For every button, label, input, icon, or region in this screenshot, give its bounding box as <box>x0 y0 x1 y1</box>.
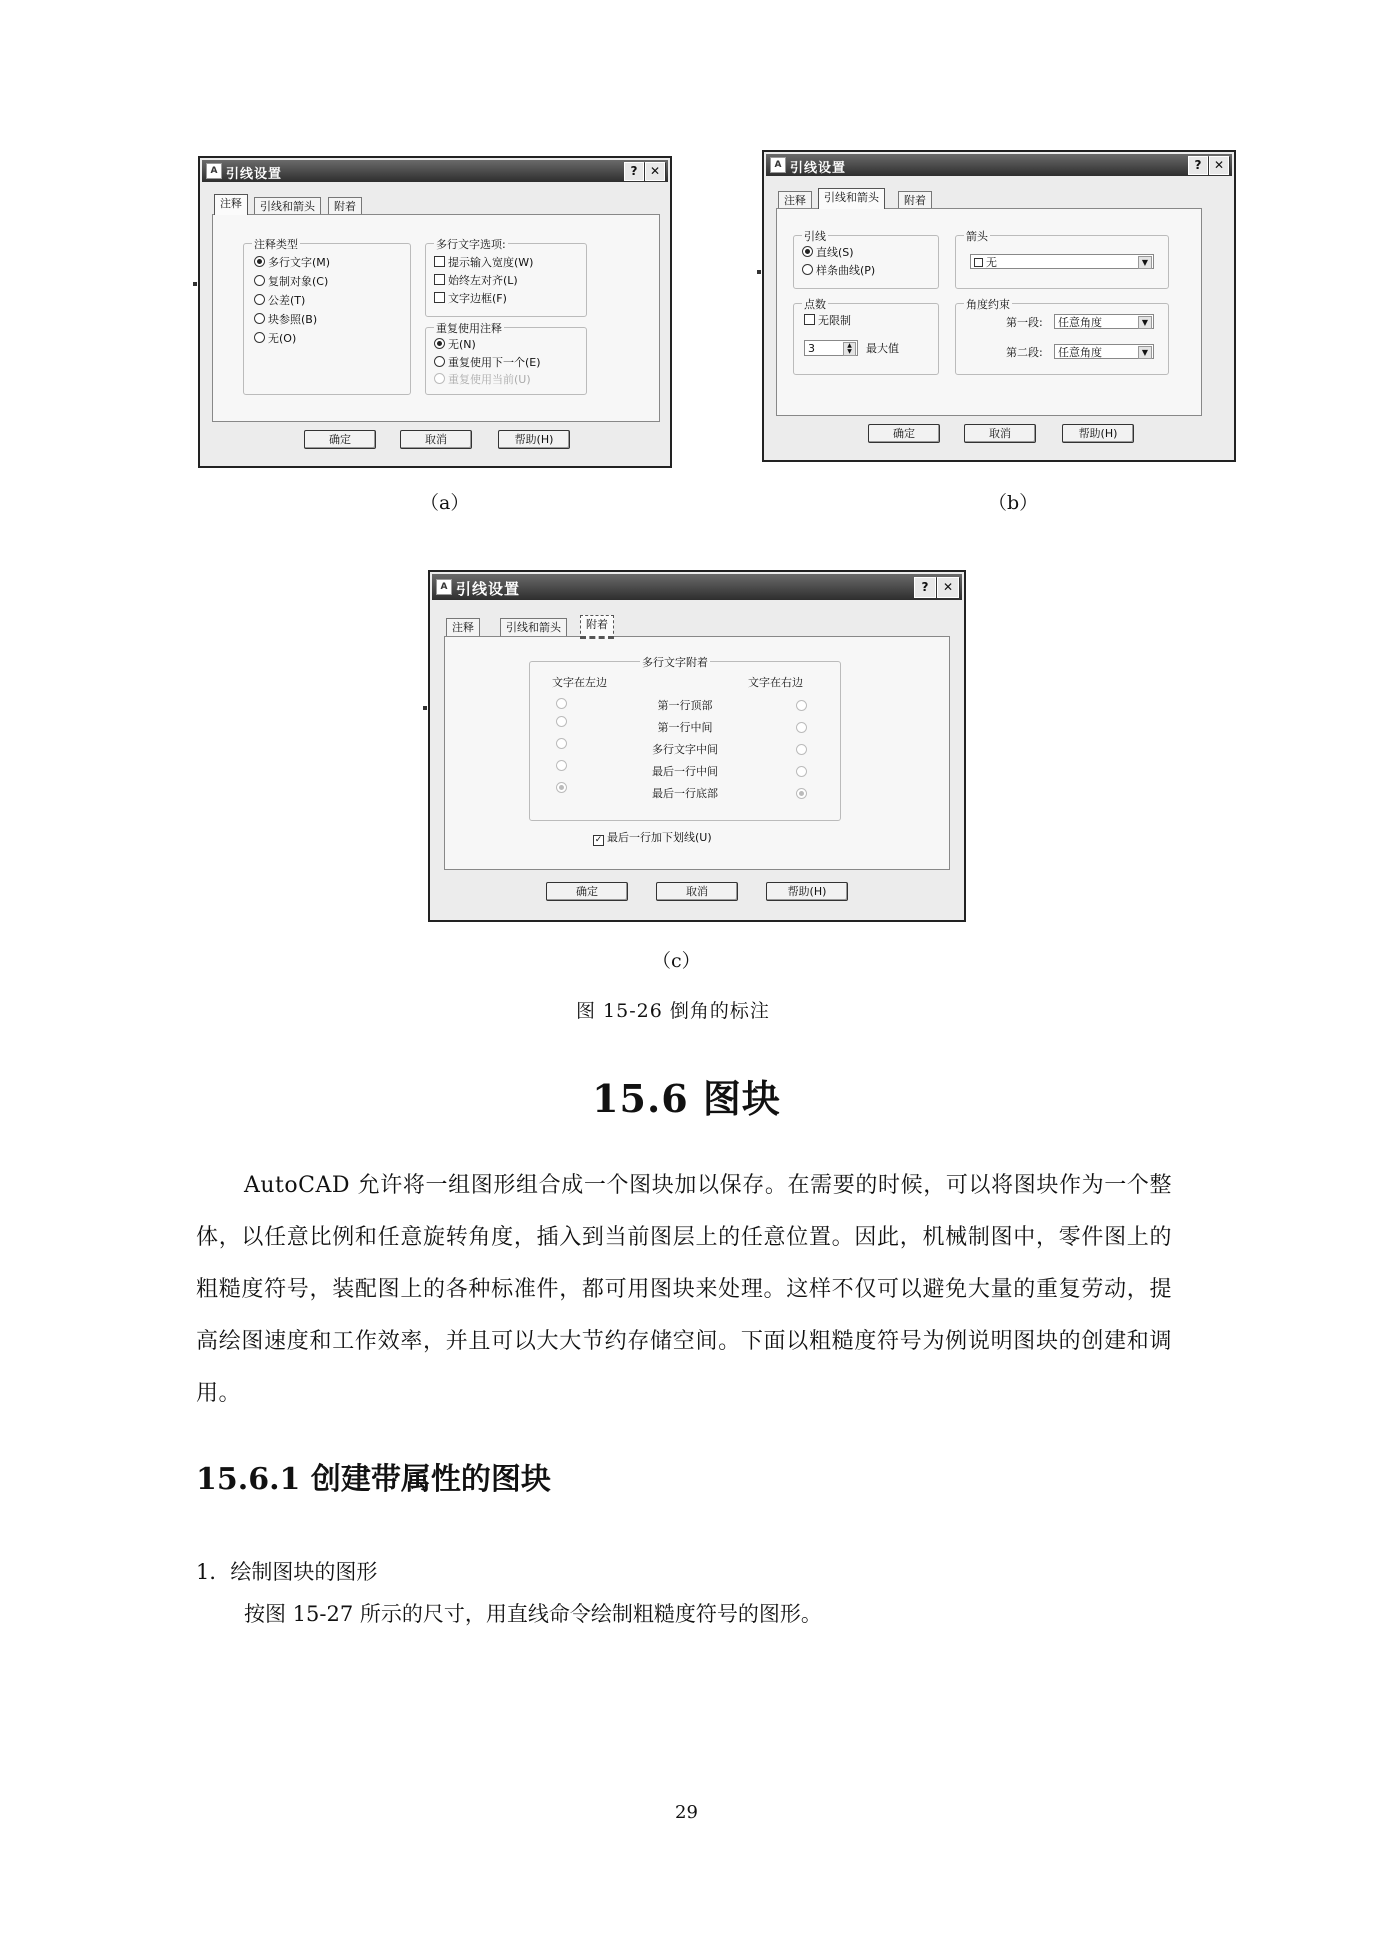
radio-right-row3[interactable] <box>796 744 810 758</box>
right-header: 文字在右边 <box>748 676 803 689</box>
ok-button[interactable]: 确定 <box>304 430 376 449</box>
check-always-left[interactable]: 始终左对齐(L) <box>434 274 518 288</box>
cancel-button[interactable]: 取消 <box>656 882 738 901</box>
row-label-1: 第一行顶部 <box>657 699 713 712</box>
reuse-group <box>425 322 587 395</box>
help-button[interactable]: 帮助(H) <box>766 882 848 901</box>
second-seg-select[interactable]: 任意角度 ▼ <box>1054 344 1154 359</box>
spin-arrows-icon[interactable]: ▲ ▼ <box>843 342 856 356</box>
second-seg-label: 第二段: <box>1006 346 1043 359</box>
radio-left-row5[interactable] <box>556 782 570 796</box>
ok-button[interactable]: 确定 <box>868 424 940 443</box>
angle-title: 角度约束 <box>966 298 1010 311</box>
leader-group <box>793 230 939 289</box>
radio-mtext[interactable]: 多行文字(M) <box>254 256 330 270</box>
radio-left-row3[interactable] <box>556 738 570 752</box>
row-label-5: 最后一行底部 <box>652 787 718 800</box>
checkbox-icon <box>434 256 445 267</box>
check-text-frame[interactable]: 文字边框(F) <box>434 292 507 306</box>
radio-copy-object[interactable]: 复制对象(C) <box>254 275 328 289</box>
radio-reuse-none[interactable]: 无(N) <box>434 338 476 352</box>
tab-attach[interactable]: 附着 <box>580 615 614 639</box>
radio-block-ref[interactable]: 块参照(B) <box>254 313 317 327</box>
annotation-type-group <box>243 238 411 395</box>
radio-disabled-icon <box>556 698 567 709</box>
annotation-type-title: 注释类型 <box>254 238 298 251</box>
radio-reuse-next[interactable]: 重复使用下一个(E) <box>434 356 541 370</box>
checkbox-icon <box>434 292 445 303</box>
radio-icon <box>802 264 813 275</box>
help-title-button[interactable]: ? <box>1188 156 1208 175</box>
points-group <box>793 298 939 375</box>
checkbox-icon <box>804 314 815 325</box>
radio-icon <box>254 275 265 286</box>
check-underline-last[interactable]: ✓ 最后一行加下划线(U) <box>594 831 712 845</box>
radio-left-row2[interactable] <box>556 716 570 730</box>
radio-disabled-icon <box>556 760 567 771</box>
mtext-options-title: 多行文字选项: <box>436 238 506 251</box>
dialog-c-panel <box>444 636 950 870</box>
dialog-b-titlebar <box>766 154 1232 176</box>
radio-selected-icon <box>556 782 567 793</box>
radio-reuse-current[interactable]: 重复使用当前(U) <box>434 373 531 387</box>
dialog-a <box>198 156 672 468</box>
check-no-limit[interactable]: 无限制 <box>804 314 851 328</box>
radio-disabled-icon <box>556 716 567 727</box>
radio-selected-icon <box>434 338 445 349</box>
radio-left-row4[interactable] <box>556 760 570 774</box>
arrow-title: 箭头 <box>966 230 988 243</box>
autocad-icon: A <box>206 163 222 179</box>
autocad-icon: A <box>436 579 452 595</box>
radio-spline[interactable]: 样条曲线(P) <box>802 264 875 278</box>
tab-leader-arrow[interactable]: 引线和箭头 <box>254 197 321 215</box>
radio-icon <box>254 313 265 324</box>
radio-selected-icon <box>802 246 813 257</box>
scan-mark <box>757 270 761 274</box>
dialog-b-title: 引线设置 <box>790 161 847 176</box>
radio-icon <box>434 356 445 367</box>
radio-tolerance[interactable]: 公差(T) <box>254 294 305 308</box>
arrow-swatch-icon <box>974 258 983 267</box>
radio-right-row1[interactable] <box>796 700 810 714</box>
dialog-a-titlebar <box>202 160 668 182</box>
chevron-down-icon: ▼ <box>1138 256 1152 269</box>
first-seg-select[interactable]: 任意角度 ▼ <box>1054 314 1154 329</box>
radio-disabled-icon <box>434 373 445 384</box>
section-title: 15.6 图块 <box>592 1076 781 1121</box>
points-title: 点数 <box>804 298 826 311</box>
radio-disabled-icon <box>796 766 807 777</box>
caption-b: （b） <box>988 492 1039 514</box>
scan-mark <box>423 706 427 710</box>
dialog-a-panel <box>212 214 660 422</box>
radio-disabled-icon <box>796 722 807 733</box>
caption-c: （c） <box>652 950 701 972</box>
tab-leader-arrow[interactable]: 引线和箭头 <box>500 618 567 636</box>
radio-disabled-icon <box>796 744 807 755</box>
leader-title: 引线 <box>804 230 826 243</box>
arrow-group <box>955 230 1169 289</box>
dialog-b-panel <box>776 208 1202 416</box>
checkbox-icon <box>434 274 445 285</box>
caption-a: （a） <box>420 492 470 514</box>
mtext-attach-title: 多行文字附着 <box>642 656 708 669</box>
dialog-c <box>428 570 966 922</box>
dialog-a-title: 引线设置 <box>226 167 283 182</box>
help-button[interactable]: 帮助(H) <box>1062 424 1134 443</box>
close-icon[interactable]: ✕ <box>937 577 959 598</box>
radio-straight[interactable]: 直线(S) <box>802 246 854 260</box>
radio-selected-icon <box>254 256 265 267</box>
cancel-button[interactable]: 取消 <box>964 424 1036 443</box>
help-button[interactable]: 帮助(H) <box>498 430 570 449</box>
checkmark-icon: ✓ <box>594 835 603 845</box>
tab-annotation[interactable]: 注释 <box>446 618 480 636</box>
dialog-c-titlebar <box>432 574 962 600</box>
max-label: 最大值 <box>866 342 899 355</box>
angle-group <box>955 298 1169 375</box>
help-title-button[interactable]: ? <box>914 577 936 598</box>
tab-annotation[interactable]: 注释 <box>214 194 248 215</box>
radio-selected-icon <box>796 788 807 799</box>
left-header: 文字在左边 <box>552 676 607 689</box>
help-title-button[interactable]: ? <box>624 162 644 181</box>
reuse-title: 重复使用注释 <box>436 322 502 335</box>
row-label-2: 第一行中间 <box>657 721 713 734</box>
first-seg-label: 第一段: <box>1006 316 1043 329</box>
max-points-stepper[interactable]: 3 ▲ ▼ <box>804 340 858 356</box>
close-icon[interactable]: ✕ <box>645 162 665 181</box>
chevron-down-icon: ▼ <box>1138 346 1152 359</box>
subsection-title: 15.6.1 创建带属性的图块 <box>196 1462 551 1497</box>
chevron-down-icon: ▼ <box>1138 316 1152 329</box>
radio-icon <box>254 294 265 305</box>
figure-caption: 图 15-26 倒角的标注 <box>576 1000 770 1022</box>
tab-leader-arrow[interactable]: 引线和箭头 <box>818 188 885 209</box>
cancel-button[interactable]: 取消 <box>400 430 472 449</box>
radio-disabled-icon <box>796 700 807 711</box>
radio-right-row4[interactable] <box>796 766 810 780</box>
row-label-4: 最后一行中间 <box>652 765 718 778</box>
list-item-heading: 1．绘制图块的图形 <box>196 1560 378 1584</box>
row-label-3: 多行文字中间 <box>652 743 718 756</box>
radio-right-row5[interactable] <box>796 788 810 802</box>
radio-disabled-icon <box>556 738 567 749</box>
mtext-options-group <box>425 238 587 317</box>
scan-mark <box>193 282 197 286</box>
autocad-icon: A <box>770 157 786 173</box>
list-item-body: 按图 15-27 所示的尺寸，用直线命令绘制粗糙度符号的图形。 <box>244 1602 822 1626</box>
radio-right-row2[interactable] <box>796 722 810 736</box>
close-icon[interactable]: ✕ <box>1209 156 1229 175</box>
mtext-attach-group <box>529 656 841 821</box>
check-prompt-width[interactable]: 提示输入宽度(W) <box>434 256 533 270</box>
radio-left-row1[interactable] <box>556 698 570 712</box>
arrow-select[interactable]: 无 ▼ <box>970 254 1154 269</box>
radio-none[interactable]: 无(O) <box>254 332 296 346</box>
tab-attach[interactable]: 附着 <box>898 191 932 209</box>
tab-attach[interactable]: 附着 <box>328 197 362 215</box>
tab-annotation[interactable]: 注释 <box>778 191 812 209</box>
radio-icon <box>254 332 265 343</box>
dialog-b <box>762 150 1236 462</box>
dialog-c-title: 引线设置 <box>456 580 521 598</box>
body-paragraph: AutoCAD 允许将一组图形组合成一个图块加以保存。在需要的时候，可以将图块作为一个整体，以任意比例和任意旋转角度，插入到当前图层上的任意位置。因此，机械制图中，零件图上的粗糙度符号，装配图上的各种标准件，都可用图块来处理。这样不仅可以避免大量的重复劳动，提高绘图速度和工作效率，并且可以大大节约存储空间。下面以粗糙度符号为例说明图块的创建和调用。 <box>196 1173 1172 1406</box>
ok-button[interactable]: 确定 <box>546 882 628 901</box>
page-number: 29 <box>675 1802 698 1823</box>
